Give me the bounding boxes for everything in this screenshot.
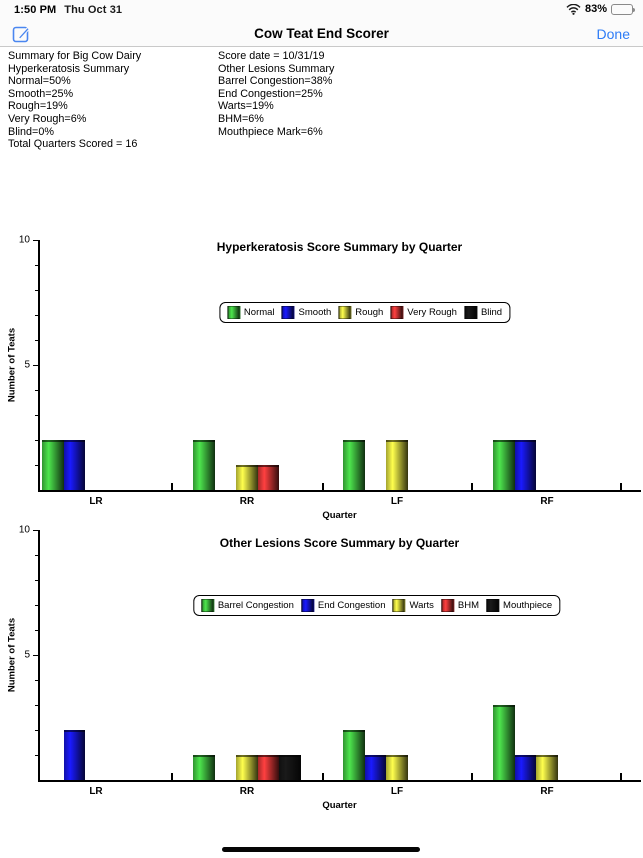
x-category-label: RR xyxy=(239,496,255,507)
y-tick-label: 10 xyxy=(18,234,30,246)
bar-rough xyxy=(386,440,408,490)
hyperkeratosis-chart xyxy=(0,235,643,525)
legend-swatch-bhm xyxy=(441,599,454,612)
y-tick-label: 10 xyxy=(18,524,30,536)
x-axis-line xyxy=(38,490,641,492)
nav-bar xyxy=(0,20,643,47)
legend-item xyxy=(301,599,386,612)
legend-label: Very Rough xyxy=(407,307,457,318)
x-axis-tick xyxy=(322,483,324,490)
hyperkeratosis-summary-column xyxy=(8,50,141,138)
chart-title: Hyperkeratosis Score Summary by Quarter xyxy=(216,240,463,254)
y-axis-tick xyxy=(35,265,38,266)
bar-end-congestion xyxy=(64,730,86,780)
legend-swatch-end-congestion xyxy=(301,599,314,612)
y-axis-tick xyxy=(35,705,38,706)
y-axis-tick xyxy=(35,555,38,556)
legend-label: Blind xyxy=(480,307,503,318)
x-axis-tick xyxy=(471,773,473,780)
page-title: Cow Teat End Scorer xyxy=(254,26,389,41)
legend-swatch-normal xyxy=(227,306,240,319)
summary-line: End Congestion=25% xyxy=(218,87,323,100)
legend-swatch-warts xyxy=(392,599,405,612)
y-axis-tick xyxy=(35,315,38,316)
x-axis-tick xyxy=(322,773,324,780)
other-lesions-summary-column xyxy=(218,50,334,138)
bar-mouthpiece xyxy=(279,755,301,780)
battery-percent-label: 83% xyxy=(584,3,607,15)
y-axis-line xyxy=(38,240,40,490)
other-lesions-chart xyxy=(0,524,643,818)
summary-line: Other Lesions Summary xyxy=(218,62,335,75)
legend-swatch-mouthpiece xyxy=(486,599,499,612)
legend-label: Smooth xyxy=(298,307,332,318)
legend-swatch-rough xyxy=(338,306,351,319)
summary-line: Smooth=25% xyxy=(8,87,74,100)
summary-line: Warts=19% xyxy=(218,100,274,113)
x-axis-tick xyxy=(620,483,622,490)
y-axis-tick xyxy=(35,580,38,581)
y-axis-tick xyxy=(35,680,38,681)
bar-barrel-congestion xyxy=(193,755,215,780)
status-date: Thu Oct 31 xyxy=(64,4,123,16)
status-right-cluster xyxy=(566,3,633,15)
legend-swatch-blind xyxy=(464,306,477,319)
y-axis-tick xyxy=(33,365,38,366)
x-category-label: LR xyxy=(89,496,103,507)
x-category-label: LR xyxy=(89,786,103,797)
y-axis-tick xyxy=(35,730,38,731)
legend-label: Barrel Congestion xyxy=(217,600,294,611)
bar-normal xyxy=(343,440,365,490)
legend-item xyxy=(464,306,502,319)
summary-line: Rough=19% xyxy=(8,100,68,113)
y-axis-tick xyxy=(35,440,38,441)
summary-line: Score date = 10/31/19 xyxy=(218,50,325,62)
y-tick-label: 5 xyxy=(24,649,30,661)
total-quarters-line: Total Quarters Scored = 16 xyxy=(8,138,138,150)
x-axis-tick xyxy=(171,773,173,780)
summary-line: Mouthpiece Mark=6% xyxy=(218,125,323,138)
y-axis-tick xyxy=(35,630,38,631)
done-button[interactable]: Done xyxy=(596,26,630,42)
battery-icon xyxy=(611,4,633,15)
x-category-label: LF xyxy=(390,786,404,797)
legend-swatch-very-rough xyxy=(390,306,403,319)
bar-bhm xyxy=(258,755,280,780)
legend-label: Warts xyxy=(409,600,434,611)
x-category-label: LF xyxy=(390,496,404,507)
summary-line: Barrel Congestion=38% xyxy=(218,75,333,88)
y-axis-tick xyxy=(35,390,38,391)
summary-line: BHM=6% xyxy=(218,112,264,125)
y-axis-line xyxy=(38,530,40,780)
legend-item xyxy=(486,599,552,612)
home-indicator[interactable] xyxy=(222,847,420,852)
y-axis-tick xyxy=(33,240,38,241)
bar-smooth xyxy=(515,440,537,490)
bar-normal xyxy=(42,440,64,490)
y-axis-tick xyxy=(35,755,38,756)
x-axis-tick xyxy=(620,773,622,780)
legend-item xyxy=(441,599,479,612)
y-axis-title: Number of Teats xyxy=(6,617,18,693)
chart-title: Other Lesions Score Summary by Quarter xyxy=(219,536,460,550)
x-axis-line xyxy=(38,780,641,782)
legend-item xyxy=(282,306,332,319)
chart-legend xyxy=(219,302,510,323)
x-category-label: RR xyxy=(239,786,255,797)
y-axis-tick xyxy=(35,415,38,416)
bar-normal xyxy=(193,440,215,490)
summary-line: Summary for Big Cow Dairy xyxy=(8,50,142,62)
y-axis-title: Number of Teats xyxy=(6,327,18,403)
x-axis-title: Quarter xyxy=(322,510,357,521)
x-axis-title: Quarter xyxy=(322,800,357,811)
x-category-label: RF xyxy=(540,496,554,507)
summary-line: Blind=0% xyxy=(8,125,54,138)
legend-item xyxy=(390,306,457,319)
bar-smooth xyxy=(64,440,86,490)
y-axis-tick xyxy=(33,655,38,656)
legend-label: BHM xyxy=(457,600,480,611)
y-axis-tick xyxy=(35,605,38,606)
y-axis-tick xyxy=(33,530,38,531)
status-time-date xyxy=(14,4,122,16)
y-axis-tick xyxy=(35,290,38,291)
summary-line: Hyperkeratosis Summary xyxy=(8,62,130,75)
x-axis-tick xyxy=(471,483,473,490)
bar-normal xyxy=(493,440,515,490)
legend-label: End Congestion xyxy=(317,600,386,611)
bar-warts xyxy=(536,755,558,780)
bar-end-congestion xyxy=(365,755,387,780)
status-time: 1:50 PM xyxy=(14,4,57,16)
legend-item xyxy=(201,599,294,612)
bar-barrel-congestion xyxy=(343,730,365,780)
x-category-label: RF xyxy=(540,786,554,797)
legend-item xyxy=(338,306,383,319)
legend-swatch-barrel-congestion xyxy=(201,599,214,612)
bar-warts xyxy=(236,755,258,780)
summary-line: Very Rough=6% xyxy=(8,112,87,125)
bar-very-rough xyxy=(258,465,280,490)
x-axis-tick xyxy=(171,483,173,490)
y-tick-label: 5 xyxy=(24,359,30,371)
wifi-icon xyxy=(566,4,581,15)
bar-end-congestion xyxy=(515,755,537,780)
bar-barrel-congestion xyxy=(493,705,515,780)
bar-warts xyxy=(386,755,408,780)
legend-label: Mouthpiece xyxy=(503,600,553,611)
y-axis-tick xyxy=(35,340,38,341)
chart-legend xyxy=(193,595,560,616)
status-bar xyxy=(0,0,643,20)
y-axis-tick xyxy=(35,465,38,466)
legend-item xyxy=(227,306,275,319)
bar-rough xyxy=(236,465,258,490)
legend-swatch-smooth xyxy=(282,306,295,319)
legend-item xyxy=(392,599,433,612)
legend-label: Normal xyxy=(243,307,275,318)
summary-line: Normal=50% xyxy=(8,75,71,88)
legend-label: Rough xyxy=(355,307,384,318)
